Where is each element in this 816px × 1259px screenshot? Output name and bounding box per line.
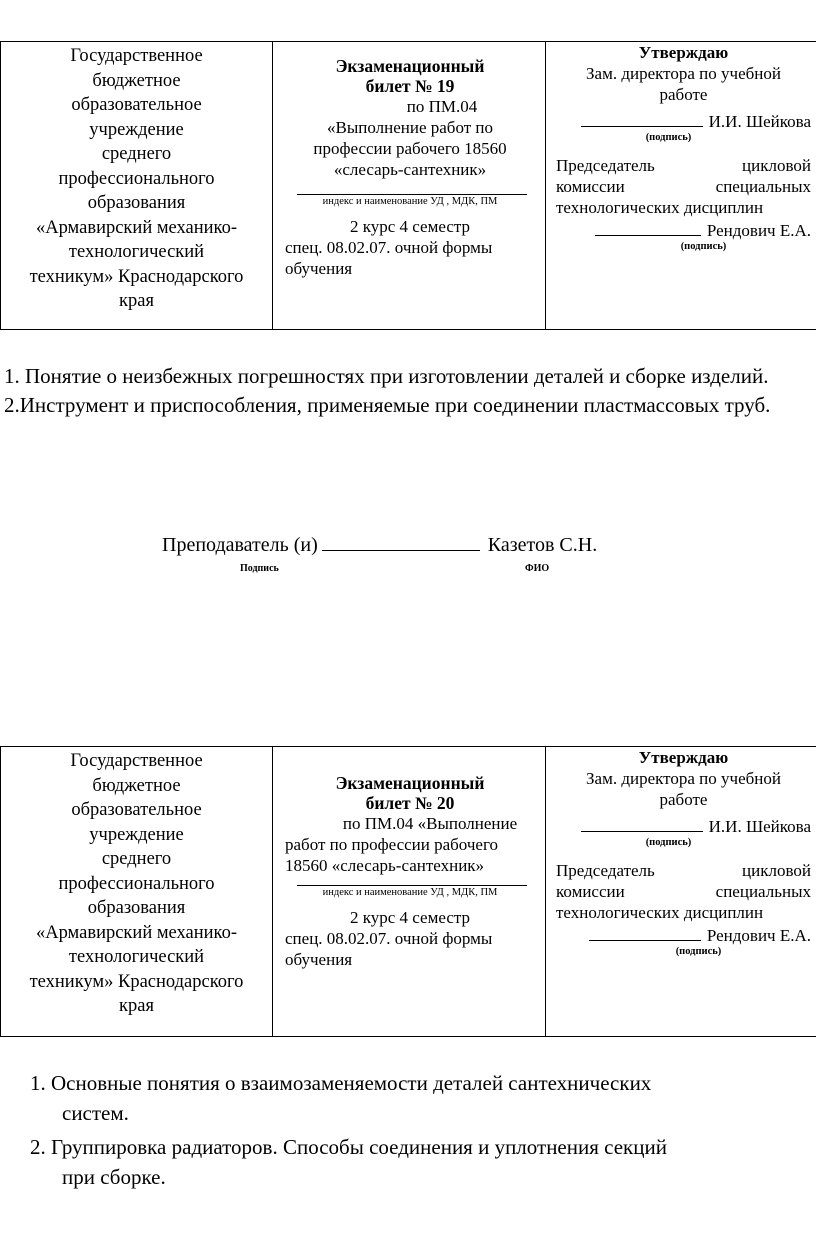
sign-caption: Подпись bbox=[240, 563, 279, 574]
deputy-title: работе bbox=[659, 790, 708, 809]
org-line: края bbox=[119, 996, 154, 1016]
specialty-line: обучения bbox=[285, 950, 353, 969]
subject-line: по ПМ.04 bbox=[406, 97, 478, 116]
question-item: 1. Понятие о неизбежных погрешностях при изготовлении деталей и сборке изделий. bbox=[4, 364, 769, 388]
approval-block bbox=[546, 747, 816, 957]
chair-title: комиссии специальных bbox=[556, 882, 811, 901]
org-line: образовательное bbox=[71, 95, 202, 115]
specialty-line: спец. 08.02.07. очной формы bbox=[285, 929, 493, 948]
organization-name bbox=[1, 42, 272, 314]
question-item bbox=[30, 1068, 800, 1128]
subject-line: «Выполнение работ по bbox=[327, 118, 493, 137]
chair-name: Рендович Е.А. bbox=[706, 221, 811, 240]
ticket-number: билет № 20 bbox=[365, 793, 455, 813]
chair-title: технологических дисциплин bbox=[556, 198, 764, 217]
subject-caption: индекс и наименование УД , МДК, ПМ bbox=[322, 196, 498, 207]
org-line: технологический bbox=[68, 947, 205, 967]
chair-signature-caption: (подпись) bbox=[680, 241, 727, 252]
org-line: учреждение bbox=[89, 119, 184, 140]
organization-name bbox=[1, 747, 272, 1019]
org-line: Государственное bbox=[70, 751, 203, 771]
signature-blank bbox=[581, 831, 703, 832]
org-line: края bbox=[119, 291, 154, 311]
org-line: бюджетное bbox=[92, 70, 181, 91]
question-continuation: при сборке. bbox=[62, 1165, 166, 1189]
org-line: бюджетное bbox=[92, 775, 181, 796]
subject-line: работ по профессии рабочего bbox=[285, 835, 499, 854]
subject-line: профессии рабочего 18560 bbox=[313, 139, 507, 158]
deputy-title: Зам. директора по учебной bbox=[586, 64, 781, 83]
ticket-19-header-table bbox=[0, 41, 816, 330]
subject-line: «слесарь-сантехник» bbox=[333, 160, 487, 179]
deputy-signature-line bbox=[556, 111, 811, 132]
org-line: «Армавирский механико- bbox=[35, 922, 238, 943]
chair-title: Председатель цикловой bbox=[556, 861, 811, 880]
org-line: технологический bbox=[68, 242, 205, 262]
question-lead: 2. Группировка радиаторов. Способы соединения и уплотнения секций bbox=[30, 1135, 667, 1159]
deputy-name: И.И. Шейкова bbox=[708, 112, 811, 131]
ticket-19-questions bbox=[4, 362, 812, 420]
org-line: профессионального bbox=[58, 168, 215, 189]
signature-caption: (подпись) bbox=[645, 837, 692, 848]
org-line: учреждение bbox=[89, 824, 184, 845]
specialty-line: обучения bbox=[285, 259, 353, 278]
signature-blank bbox=[595, 235, 701, 236]
org-cell bbox=[1, 42, 273, 330]
ticket-20-header-table bbox=[0, 746, 816, 1037]
ticket-number: билет № 19 bbox=[365, 76, 455, 96]
question-lead: 1. Основные понятия о взаимозаменяемости деталей сантехнических bbox=[30, 1071, 652, 1095]
exam-title: Экзаменационный bbox=[335, 56, 485, 76]
org-line: профессионального bbox=[58, 873, 215, 894]
question-continuation: систем. bbox=[62, 1101, 129, 1125]
approval-block bbox=[546, 42, 816, 252]
org-line: среднего bbox=[101, 849, 172, 869]
ticket-info bbox=[273, 42, 545, 279]
ticket-info-cell bbox=[273, 747, 546, 1037]
chair-title: технологических дисциплин bbox=[556, 903, 764, 922]
deputy-title: Зам. директора по учебной bbox=[586, 769, 781, 788]
approve-heading: Утверждаю bbox=[638, 748, 729, 767]
signature-caption: (подпись) bbox=[645, 132, 692, 143]
chair-title: комиссии специальных bbox=[556, 177, 811, 196]
course-semester: 2 курс 4 семестр bbox=[349, 217, 471, 236]
specialty-line: спец. 08.02.07. очной формы bbox=[285, 238, 493, 257]
ticket-info bbox=[273, 747, 545, 970]
question-item: 2.Инструмент и приспособления, применяемые при соединении пластмассовых труб. bbox=[4, 393, 771, 417]
org-line: образовательное bbox=[71, 800, 202, 820]
chair-title: Председатель цикловой bbox=[556, 156, 811, 175]
chair-signature-caption: (подпись) bbox=[675, 946, 722, 957]
signature-blank bbox=[589, 940, 701, 941]
course-semester: 2 курс 4 семестр bbox=[349, 908, 471, 927]
teacher-signature bbox=[162, 534, 597, 557]
exam-title: Экзаменационный bbox=[335, 773, 485, 793]
chair-signature-line bbox=[556, 220, 811, 241]
teacher-signature-blank bbox=[322, 550, 480, 551]
org-line: техникум» Краснодарского bbox=[29, 971, 244, 992]
chair-signature-line bbox=[556, 925, 811, 946]
teacher-name: Казетов С.Н. bbox=[487, 534, 598, 556]
fio-caption: ФИО bbox=[525, 563, 550, 574]
approve-heading: Утверждаю bbox=[638, 43, 729, 62]
deputy-title: работе bbox=[659, 85, 708, 104]
org-cell bbox=[1, 747, 273, 1037]
deputy-signature-line bbox=[556, 816, 811, 837]
org-line: среднего bbox=[101, 144, 172, 164]
question-item bbox=[30, 1132, 800, 1192]
chair-name: Рендович Е.А. bbox=[706, 926, 811, 945]
signature-blank bbox=[581, 126, 703, 127]
org-line: образования bbox=[87, 193, 186, 213]
subject-caption: индекс и наименование УД , МДК, ПМ bbox=[322, 887, 498, 898]
teacher-label: Преподаватель (и) bbox=[162, 534, 318, 556]
org-line: техникум» Краснодарского bbox=[29, 266, 244, 287]
approval-cell bbox=[546, 747, 816, 1037]
deputy-name: И.И. Шейкова bbox=[708, 817, 811, 836]
ticket-20-questions bbox=[30, 1068, 800, 1196]
approval-cell bbox=[546, 42, 816, 330]
subject-line: по ПМ.04 «Выполнение bbox=[342, 814, 518, 833]
subject-line: 18560 «слесарь-сантехник» bbox=[285, 856, 485, 875]
ticket-info-cell bbox=[273, 42, 546, 330]
org-line: Государственное bbox=[70, 46, 203, 66]
org-line: «Армавирский механико- bbox=[35, 217, 238, 238]
org-line: образования bbox=[87, 898, 186, 918]
